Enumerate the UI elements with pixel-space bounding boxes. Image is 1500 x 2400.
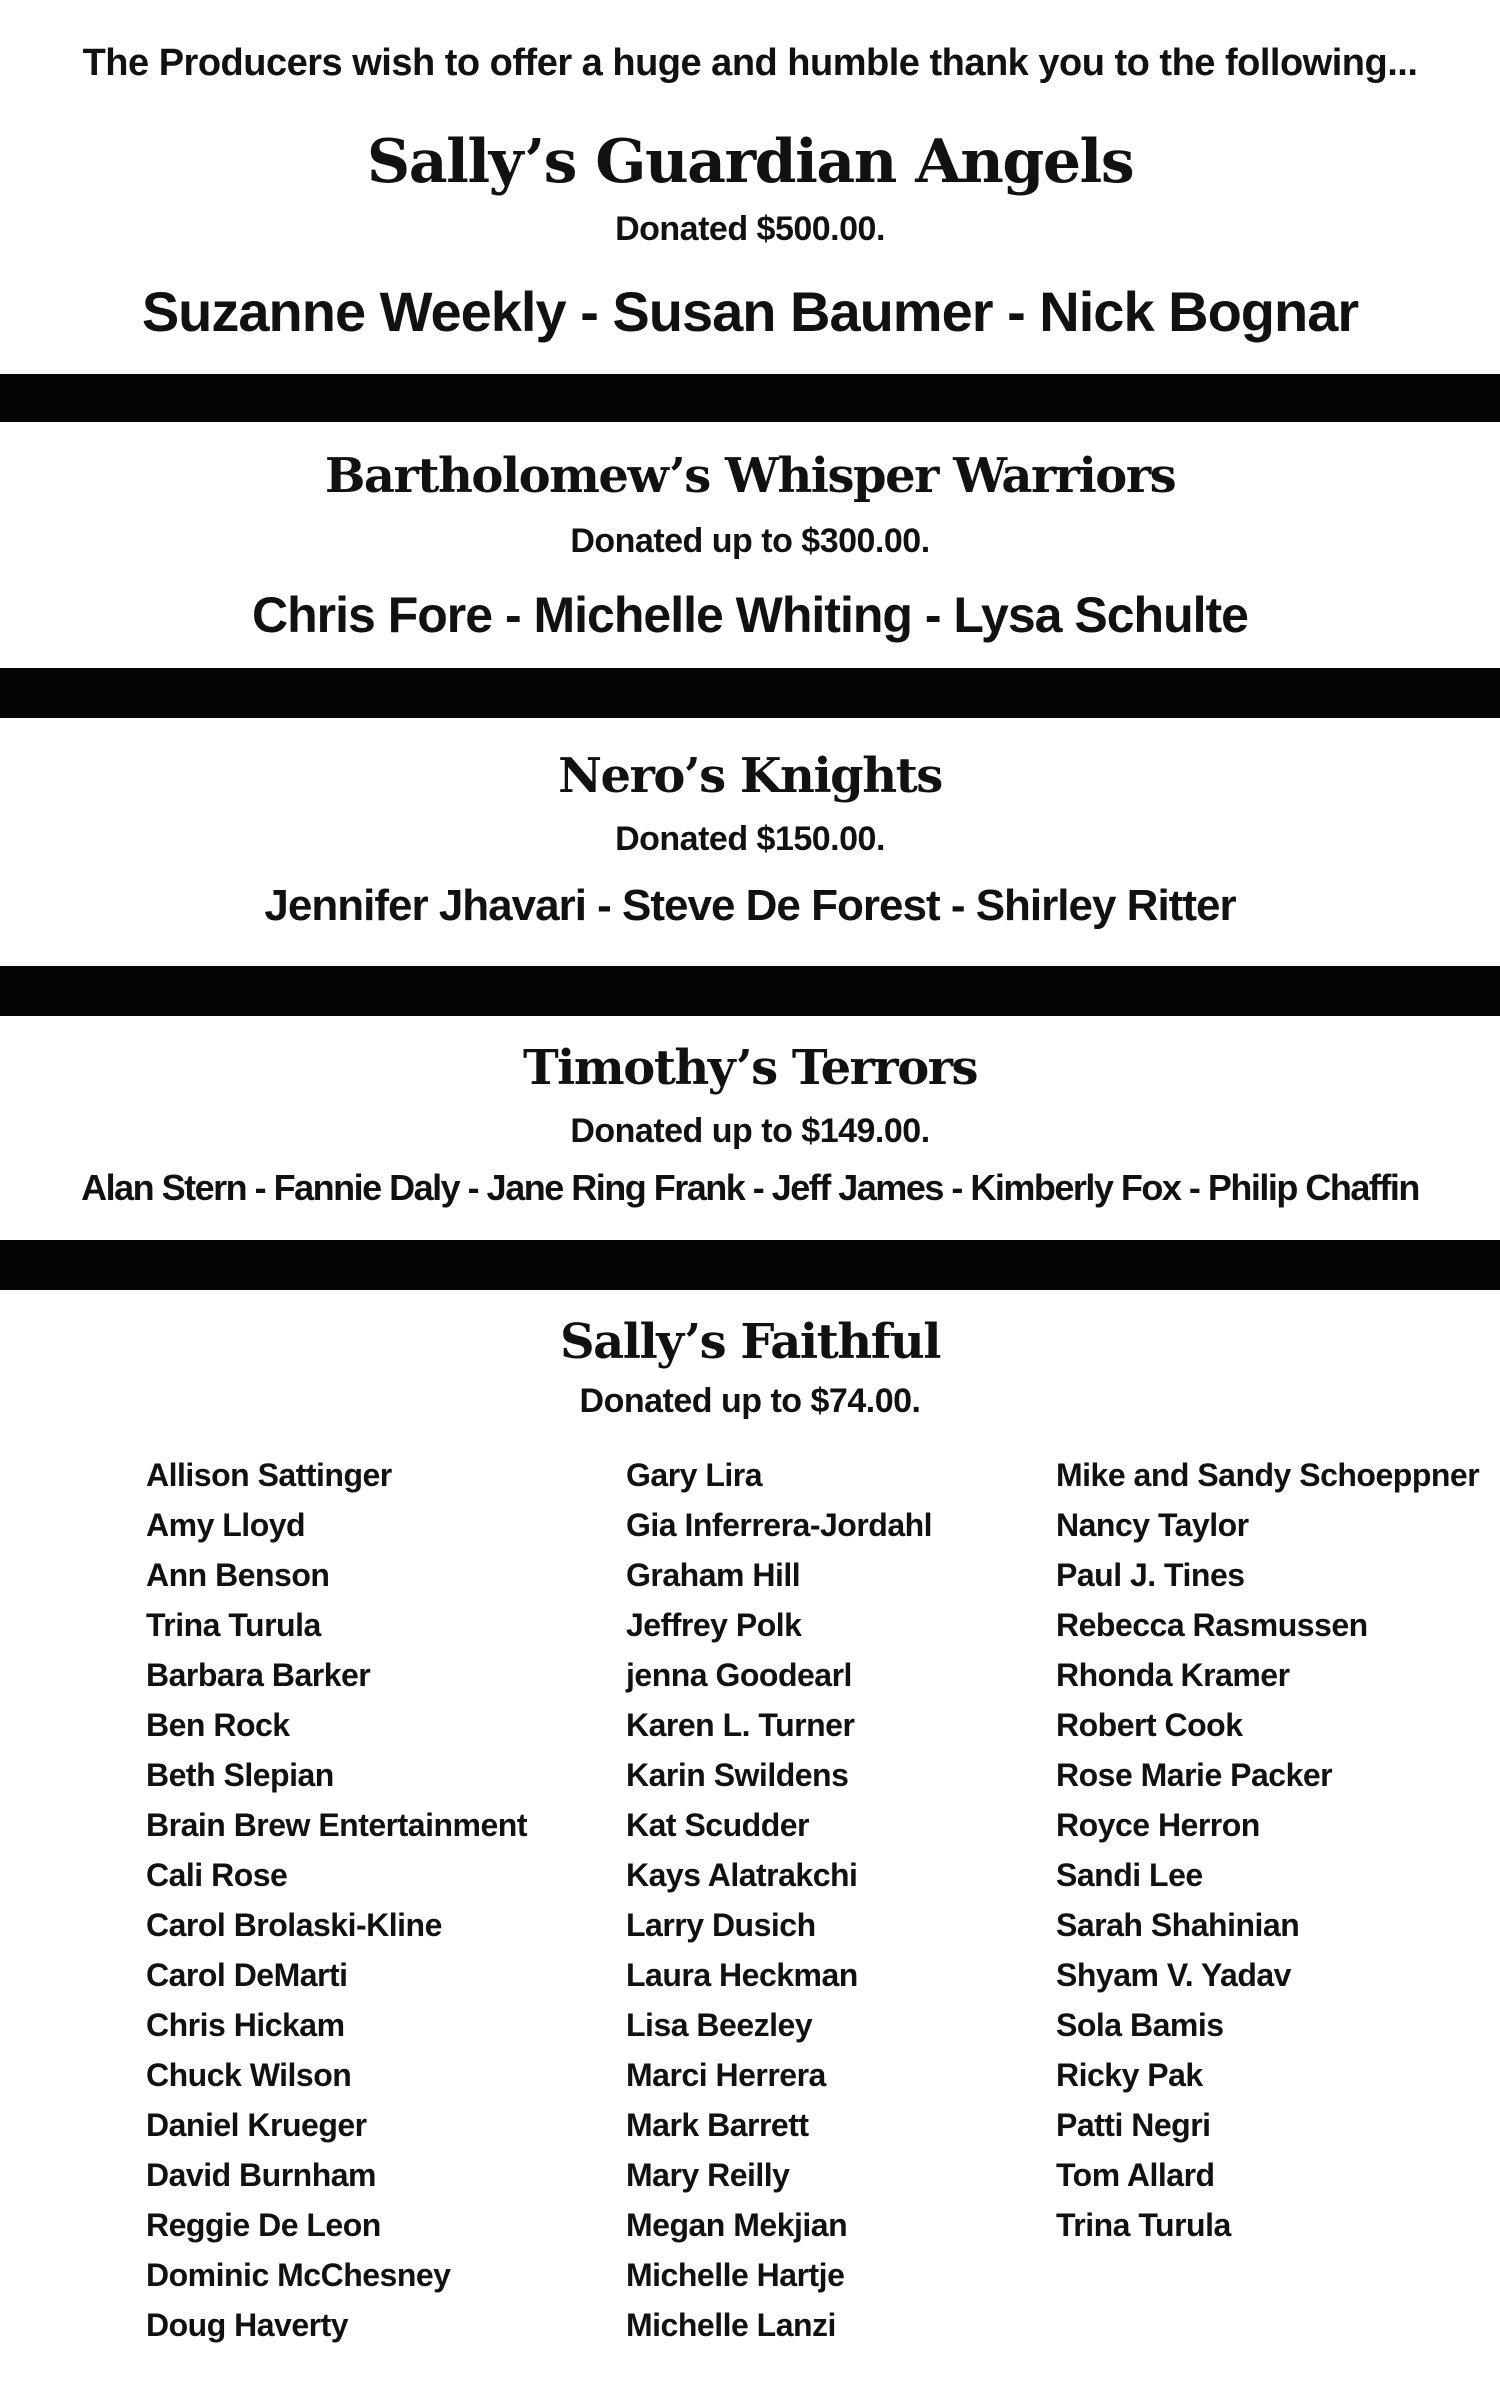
donor-name: Sola Bamis — [1056, 2007, 1224, 2043]
donor-name: Ann Benson — [146, 1557, 330, 1593]
donor-name: Carol Brolaski-Kline — [146, 1907, 442, 1943]
tier-members-guardian-angels: Suzanne Weekly - Susan Baumer - Nick Bognar — [141, 280, 1359, 343]
donor-name: Carol DeMarti — [146, 1957, 348, 1993]
donor-name: Sandi Lee — [1056, 1857, 1203, 1893]
donor-name: David Burnham — [146, 2157, 376, 2193]
tier-donation-timothys-terrors: Donated up to $149.00. — [570, 1112, 930, 1150]
donor-name: Graham Hill — [626, 1557, 801, 1593]
donor-name: Amy Lloyd — [146, 1507, 306, 1543]
faithful-column-1 — [146, 1450, 527, 2350]
donor-name: Shyam V. Yadav — [1056, 1957, 1291, 1993]
donor-name: Paul J. Tines — [1056, 1557, 1245, 1593]
donor-name: Chris Hickam — [146, 2007, 345, 2043]
donor-name: Royce Herron — [1056, 1807, 1260, 1843]
donor-name: Doug Haverty — [146, 2307, 349, 2343]
tier-donation-whisper-warriors: Donated up to $300.00. — [570, 522, 930, 560]
intro-text: The Producers wish to offer a huge and humble thank you to the following... — [82, 42, 1418, 84]
tier-donation-guardian-angels: Donated $500.00. — [615, 210, 885, 248]
donor-name: Megan Mekjian — [626, 2207, 848, 2243]
tier-title-whisper-warriors: Bartholomew’s Whisper Warriors — [324, 448, 1176, 504]
donor-name: Nancy Taylor — [1056, 1507, 1249, 1543]
donor-name: Tom Allard — [1056, 2157, 1215, 2193]
faithful-column-3 — [1056, 1450, 1479, 2250]
donor-name: jenna Goodearl — [626, 1657, 852, 1693]
tier-members-neros-knights: Jennifer Jhavari - Steve De Forest - Shirley Ritter — [264, 881, 1236, 930]
donor-name: Laura Heckman — [626, 1957, 858, 1993]
donor-name: Ricky Pak — [1056, 2057, 1203, 2093]
donor-name: Trina Turula — [1056, 2207, 1231, 2243]
tier-members-whisper-warriors: Chris Fore - Michelle Whiting - Lysa Schulte — [252, 587, 1248, 643]
donor-name: Kat Scudder — [626, 1807, 809, 1843]
donor-name: Michelle Lanzi — [626, 2307, 836, 2343]
donor-name: Barbara Barker — [146, 1657, 371, 1693]
donor-name: Rose Marie Packer — [1056, 1757, 1333, 1793]
tier-title-timothys-terrors: Timothy’s Terrors — [522, 1040, 978, 1096]
divider-band — [0, 668, 1500, 718]
tier-members-timothys-terrors: Alan Stern - Fannie Daly - Jane Ring Frank - Jeff James - Kimberly Fox - Philip Chaffin — [81, 1167, 1419, 1208]
donor-name: Robert Cook — [1056, 1707, 1243, 1743]
donor-name: Jeffrey Polk — [626, 1607, 802, 1643]
donor-name: Patti Negri — [1056, 2107, 1211, 2143]
divider-band — [0, 374, 1500, 422]
donor-name: Mary Reilly — [626, 2157, 790, 2193]
donor-name: Gia Inferrera-Jordahl — [626, 1507, 933, 1543]
donor-name: Beth Slepian — [146, 1757, 334, 1793]
donor-name: Dominic McChesney — [146, 2257, 451, 2293]
donor-name: Gary Lira — [626, 1457, 763, 1493]
donor-name: Trina Turula — [146, 1607, 321, 1643]
donor-name: Lisa Beezley — [626, 2007, 813, 2043]
tier-title-sallys-faithful: Sally’s Faithful — [560, 1314, 940, 1370]
donor-name: Cali Rose — [146, 1857, 288, 1893]
donor-name: Allison Sattinger — [146, 1457, 392, 1493]
donor-name: Brain Brew Entertainment — [146, 1807, 527, 1843]
donor-name: Mark Barrett — [626, 2107, 809, 2143]
tier-title-neros-knights: Nero’s Knights — [558, 748, 942, 804]
donor-name: Sarah Shahinian — [1056, 1907, 1300, 1943]
donor-name: Marci Herrera — [626, 2057, 826, 2093]
donor-name: Larry Dusich — [626, 1907, 816, 1943]
tier-title-guardian-angels: Sally’s Guardian Angels — [366, 127, 1134, 197]
donor-name: Ben Rock — [146, 1707, 290, 1743]
donor-name: Rebecca Rasmussen — [1056, 1607, 1368, 1643]
donor-name: Mike and Sandy Schoeppner — [1056, 1457, 1480, 1493]
donor-name: Rhonda Kramer — [1056, 1657, 1290, 1693]
divider-band — [0, 1240, 1500, 1290]
faithful-column-2 — [626, 1450, 932, 2350]
donor-name: Chuck Wilson — [146, 2057, 352, 2093]
donor-name: Daniel Krueger — [146, 2107, 367, 2143]
tier-donation-sallys-faithful: Donated up to $74.00. — [579, 1382, 921, 1420]
donor-name: Reggie De Leon — [146, 2207, 381, 2243]
donor-name: Kays Alatrakchi — [626, 1857, 858, 1893]
divider-band — [0, 966, 1500, 1016]
donor-name: Michelle Hartje — [626, 2257, 845, 2293]
tier-donation-neros-knights: Donated $150.00. — [615, 820, 885, 858]
donor-name: Karin Swildens — [626, 1757, 849, 1793]
donor-name: Karen L. Turner — [626, 1707, 855, 1743]
